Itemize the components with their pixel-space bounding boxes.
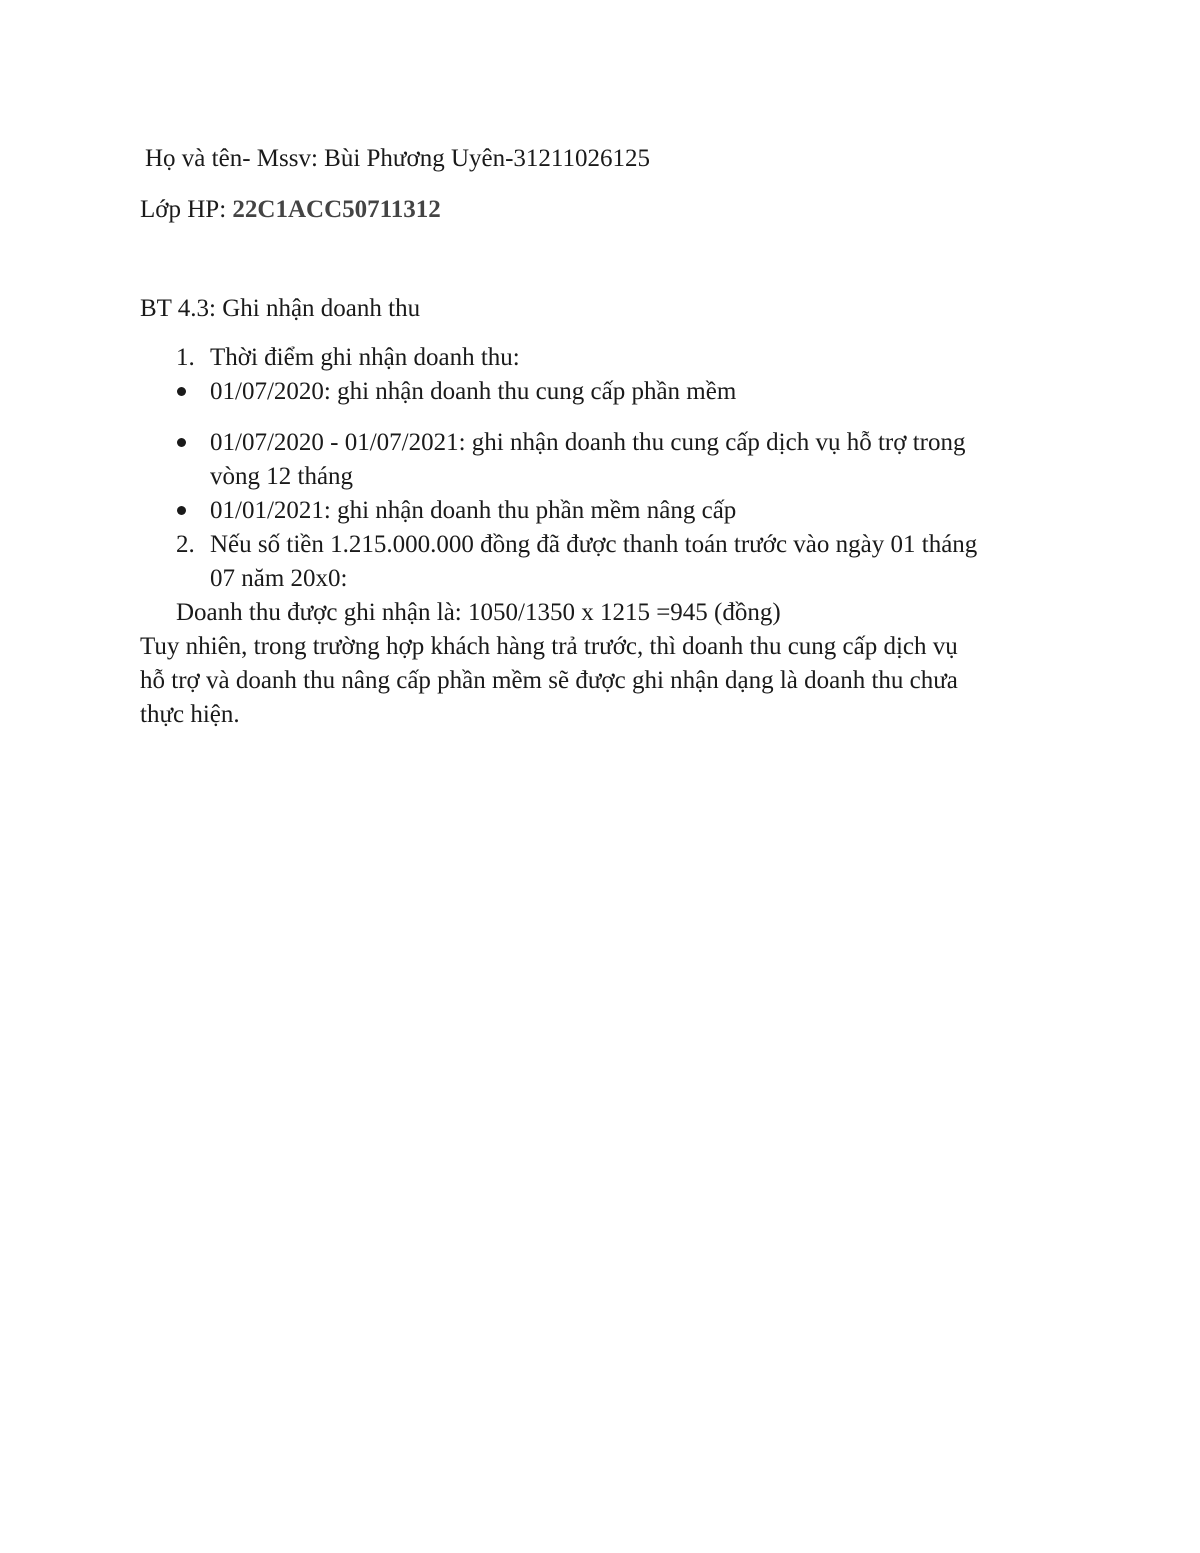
bullet-item-2-line-2: vòng 12 tháng (210, 463, 354, 490)
list-item-2-line-2: 07 năm 20x0: (210, 565, 348, 592)
bullet-item-2-line-1: 01/07/2020 - 01/07/2021: ghi nhận doanh thu cung cấp dịch vụ hỗ trợ trong (210, 429, 966, 456)
list-item-2-line-1: Nếu số tiền 1.215.000.000 đồng đã được thanh toán trước vào ngày 01 tháng (210, 531, 978, 558)
student-name-line: Họ và tên- Mssv: Bùi Phương Uyên-31211026125 (145, 145, 650, 172)
note-line-1: Tuy nhiên, trong trường hợp khách hàng trả trước, thì doanh thu cung cấp dịch vụ (140, 633, 958, 660)
list-number-1: 1. (176, 344, 195, 371)
bullet-dot-icon (177, 438, 186, 447)
exercise-title: BT 4.3: Ghi nhận doanh thu (140, 295, 421, 322)
bullet-item-3: 01/01/2021: ghi nhận doanh thu phần mềm nâng cấp (210, 497, 737, 524)
revenue-result-line: Doanh thu được ghi nhận là: 1050/1350 x 1215 =945 (đồng) (176, 599, 781, 626)
note-line-3: thực hiện. (140, 701, 240, 728)
class-line (140, 195, 441, 225)
class-code: 22C1ACC50711312 (232, 196, 441, 223)
bullet-dot-icon (177, 387, 186, 396)
list-item-1-text: Thời điểm ghi nhận doanh thu: (210, 344, 520, 371)
bullet-dot-icon (177, 506, 186, 515)
list-number-2: 2. (176, 531, 195, 558)
note-line-2: hỗ trợ và doanh thu nâng cấp phần mềm sẽ được ghi nhận dạng là doanh thu chưa (140, 667, 958, 694)
class-label: Lớp HP: (140, 196, 233, 223)
bullet-item-1: 01/07/2020: ghi nhận doanh thu cung cấp phần mềm (210, 378, 737, 405)
